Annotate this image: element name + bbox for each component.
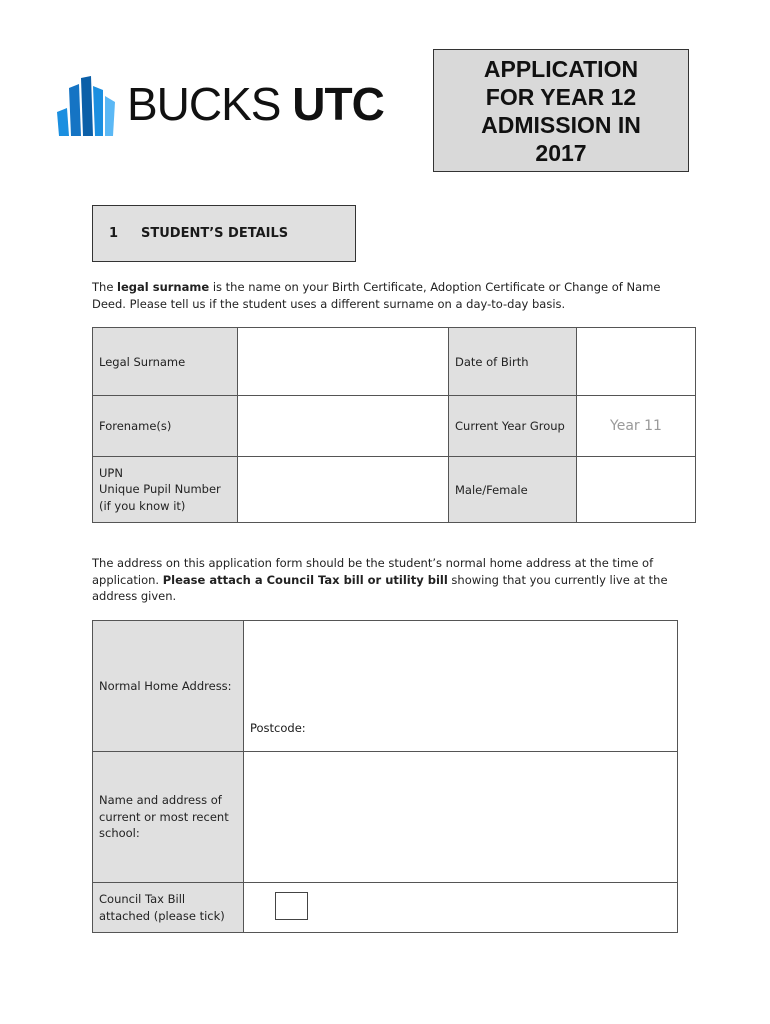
address-note — [92, 555, 692, 605]
table-row — [93, 883, 678, 933]
table-row — [93, 752, 678, 883]
section-number: 1 — [109, 226, 119, 241]
council-tax-cell — [244, 883, 678, 933]
upn-field[interactable] — [238, 457, 449, 523]
table-row — [93, 457, 696, 523]
section-title: STUDENT’S DETAILS — [141, 226, 289, 241]
home-address-field[interactable] — [244, 621, 678, 752]
form-title-box — [433, 49, 689, 172]
logo-text-utc: UTC — [292, 78, 384, 130]
table-row — [93, 328, 696, 396]
gender-label: Male/Female — [449, 457, 577, 523]
table-row — [93, 621, 678, 752]
address-note-bold: Please attach a Council Tax bill or utility bill — [162, 572, 448, 587]
council-tax-label: Council Tax Bill attached (please tick) — [93, 883, 244, 933]
year-group-field[interactable]: Year 11 — [577, 396, 696, 457]
form-title: APPLICATION FOR YEAR 12 ADMISSION IN 2017 — [481, 55, 641, 166]
dob-field[interactable] — [577, 328, 696, 396]
school-label: Name and address of current or most recent school: — [93, 752, 244, 883]
gender-field[interactable] — [577, 457, 696, 523]
school-field[interactable] — [244, 752, 678, 883]
dob-label: Date of Birth — [449, 328, 577, 396]
legal-surname-label: Legal Surname — [93, 328, 238, 396]
logo-mark-icon — [55, 74, 121, 140]
upn-label: UPN Unique Pupil Number (if you know it) — [93, 457, 238, 523]
year-group-label: Current Year Group — [449, 396, 577, 457]
address-note-pre: The address on this application form should be the student’s normal home address at the time of application. — [92, 556, 654, 587]
postcode-label: Postcode: — [250, 721, 306, 735]
home-address-label: Normal Home Address: — [93, 621, 244, 752]
council-tax-checkbox[interactable] — [275, 892, 308, 920]
bucks-utc-logo — [55, 72, 415, 144]
table-row — [93, 396, 696, 457]
note-pre: The — [92, 280, 118, 294]
address-note-post: showing that you currently live at the address given. — [92, 572, 668, 603]
note-post: is the name on your Birth Certificate, Adoption Certificate or Change of Name Deed. Please tell us if the student uses a different surname on a day-to-day basis. — [92, 280, 661, 311]
address-table — [92, 620, 678, 933]
forenames-label: Forename(s) — [93, 396, 238, 457]
forenames-field[interactable] — [238, 396, 449, 457]
section-heading — [92, 205, 356, 262]
legal-surname-field[interactable] — [238, 328, 449, 396]
note-bold: legal surname — [117, 280, 210, 294]
logo-text-bucks: BUCKS — [127, 78, 293, 130]
logo-wordmark — [127, 74, 384, 134]
student-details-table — [92, 327, 696, 523]
legal-surname-note — [92, 279, 692, 312]
